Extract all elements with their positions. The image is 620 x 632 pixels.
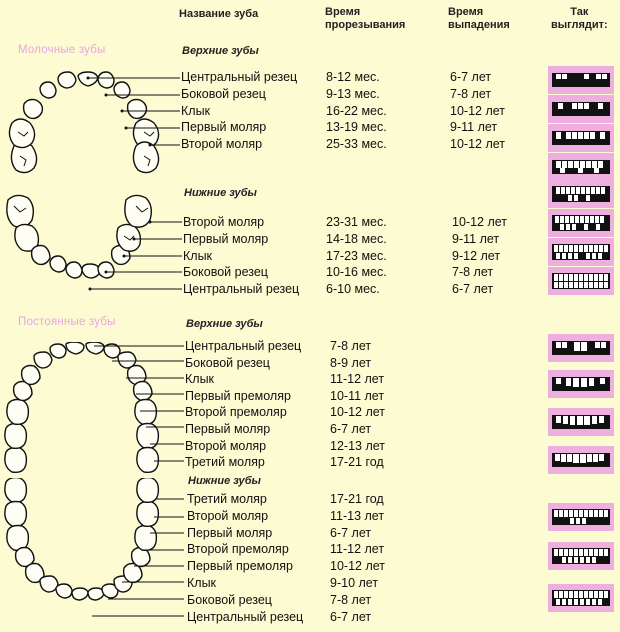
header-tooth-name: Название зуба bbox=[179, 8, 259, 20]
milk-upper-jaw-diagram bbox=[0, 68, 170, 188]
eruption-time: 10-11 лет bbox=[330, 389, 385, 403]
tooth-icon bbox=[50, 344, 66, 358]
eruption-time: 6-7 лет bbox=[330, 526, 372, 540]
tooth-icon bbox=[40, 576, 58, 592]
tooth-icon bbox=[34, 352, 52, 368]
tooth-icon bbox=[5, 478, 27, 502]
tooth-icon bbox=[7, 195, 33, 227]
eruption-time: 7-8 лет bbox=[330, 339, 372, 353]
eruption-time: 9-10 лет bbox=[330, 576, 379, 590]
eruption-time: 11-12 лет bbox=[330, 542, 385, 556]
tooth-icon bbox=[137, 478, 159, 502]
eruption-time: 6-7 лет bbox=[330, 610, 372, 624]
tooth-icon bbox=[24, 100, 43, 119]
tooth-icon bbox=[9, 119, 34, 148]
header-loss bbox=[448, 6, 510, 32]
tooth-icon bbox=[72, 588, 88, 600]
loss-time: 10-12 лет bbox=[452, 215, 507, 229]
header-loss-line1: Время bbox=[448, 6, 484, 18]
tooth-icon bbox=[98, 262, 114, 278]
milk-upper-title: Верхние зубы bbox=[182, 45, 259, 57]
eruption-time: 17-21 год bbox=[330, 492, 384, 506]
loss-time: 7-8 лет bbox=[452, 265, 494, 279]
tooth-name: Третий моляр bbox=[187, 492, 267, 506]
tooth-name: Первый моляр bbox=[183, 232, 269, 246]
header-eruption-line1: Время bbox=[325, 6, 361, 18]
tooth-icon bbox=[7, 400, 29, 425]
milk-teeth-title: Молочные зубы bbox=[18, 44, 106, 56]
header-eruption bbox=[325, 6, 405, 32]
permanent-lower-title: Нижние зубы bbox=[188, 475, 261, 487]
tooth-name: Центральный резец bbox=[185, 339, 302, 353]
mouth-thumb bbox=[548, 370, 614, 398]
milk-lower-jaw-diagram bbox=[0, 188, 170, 298]
tooth-name: Клык bbox=[185, 372, 215, 386]
eruption-time: 25-33 мес. bbox=[326, 137, 387, 151]
mouth-thumb bbox=[548, 209, 614, 237]
tooth-icon bbox=[117, 224, 141, 251]
tooth-name: Второй премоляр bbox=[185, 405, 287, 419]
tooth-icon bbox=[114, 82, 130, 98]
eruption-time: 11-12 лет bbox=[330, 372, 385, 386]
tooth-icon bbox=[66, 342, 84, 354]
tooth-name: Центральный резец bbox=[183, 282, 300, 296]
mouth-thumb bbox=[548, 503, 614, 531]
eruption-time: 10-12 лет bbox=[330, 559, 385, 573]
permanent-upper-title: Верхние зубы bbox=[186, 318, 263, 330]
tooth-name: Первый премоляр bbox=[185, 389, 291, 403]
mouth-thumb bbox=[548, 95, 614, 123]
tooth-name: Центральный резец bbox=[187, 610, 304, 624]
loss-time: 9-11 лет bbox=[450, 120, 498, 134]
tooth-name: Первый моляр bbox=[181, 120, 267, 134]
header-loss-line2: выпадения bbox=[448, 19, 510, 31]
header-eruption-line2: прорезывания bbox=[325, 19, 406, 31]
loss-time: 6-7 лет bbox=[450, 70, 492, 84]
eruption-time: 11-13 лет bbox=[330, 509, 385, 523]
tooth-icon bbox=[86, 342, 104, 354]
mouth-thumb bbox=[548, 446, 614, 474]
mouth-thumb bbox=[548, 267, 614, 295]
tooth-icon bbox=[5, 424, 27, 449]
tooth-name: Третий моляр bbox=[185, 455, 265, 469]
loss-time: 10-12 лет bbox=[450, 137, 505, 151]
eruption-time: 8-12 мес. bbox=[326, 70, 380, 84]
loss-time: 10-12 лет bbox=[450, 104, 505, 118]
eruption-time: 23-31 мес. bbox=[326, 215, 387, 229]
eruption-time: 17-21 год bbox=[330, 455, 384, 469]
tooth-icon bbox=[5, 448, 27, 473]
mouth-thumb bbox=[548, 180, 614, 208]
loss-time: 7-8 лет bbox=[450, 87, 492, 101]
tooth-name: Второй моляр bbox=[181, 137, 263, 151]
permanent-upper-jaw-diagram bbox=[0, 342, 170, 477]
mouth-thumb bbox=[548, 238, 614, 266]
tooth-name: Клык bbox=[181, 104, 211, 118]
tooth-icon bbox=[58, 72, 76, 88]
eruption-time: 10-12 лет bbox=[330, 405, 385, 419]
tooth-name: Первый премоляр bbox=[187, 559, 293, 573]
tooth-name: Второй моляр bbox=[185, 439, 267, 453]
tooth-name: Первый моляр bbox=[187, 526, 273, 540]
tooth-name: Боковой резец bbox=[185, 356, 270, 370]
mouth-thumb bbox=[548, 542, 614, 570]
eruption-time: 14-18 мес. bbox=[326, 232, 387, 246]
header-looks-line1: Так bbox=[570, 6, 589, 18]
tooth-icon bbox=[78, 72, 98, 86]
tooth-name: Боковой резец bbox=[183, 265, 268, 279]
tooth-name: Первый моляр bbox=[185, 422, 271, 436]
eruption-time: 17-23 мес. bbox=[326, 249, 387, 263]
tooth-icon bbox=[82, 264, 100, 278]
eruption-time: 10-16 мес. bbox=[326, 265, 387, 279]
tooth-name: Боковой резец bbox=[181, 87, 266, 101]
tooth-name: Клык bbox=[183, 249, 213, 263]
tooth-icon bbox=[66, 262, 82, 278]
tooth-icon bbox=[137, 448, 159, 473]
eruption-time: 7-8 лет bbox=[330, 593, 372, 607]
eruption-time: 12-13 лет bbox=[330, 439, 385, 453]
eruption-time: 6-10 мес. bbox=[326, 282, 380, 296]
permanent-lower-jaw-diagram bbox=[0, 478, 170, 612]
tooth-icon bbox=[137, 424, 159, 449]
mouth-thumb bbox=[548, 334, 614, 362]
loss-time: 6-7 лет bbox=[452, 282, 494, 296]
tooth-name: Центральный резец bbox=[181, 70, 298, 84]
eruption-time: 9-13 мес. bbox=[326, 87, 380, 101]
tooth-icon bbox=[135, 400, 157, 425]
tooth-icon bbox=[7, 526, 29, 551]
mouth-thumb bbox=[548, 584, 614, 612]
header-looks-line2: выглядит: bbox=[551, 19, 608, 31]
eruption-time: 13-19 мес. bbox=[326, 120, 387, 134]
tooth-icon bbox=[40, 82, 56, 98]
eruption-time: 8-9 лет bbox=[330, 356, 372, 370]
eruption-time: 16-22 мес. bbox=[326, 104, 387, 118]
tooth-icon bbox=[125, 195, 151, 227]
tooth-name: Клык bbox=[187, 576, 217, 590]
permanent-teeth-title: Постоянные зубы bbox=[18, 316, 116, 328]
tooth-icon bbox=[134, 382, 152, 401]
tooth-name: Второй моляр bbox=[183, 215, 265, 229]
milk-lower-title: Нижние зубы bbox=[184, 187, 257, 199]
tooth-icon bbox=[22, 366, 40, 385]
eruption-time: 6-7 лет bbox=[330, 422, 372, 436]
tooth-icon bbox=[56, 584, 72, 598]
loss-time: 9-12 лет bbox=[452, 249, 501, 263]
tooth-icon bbox=[50, 256, 66, 272]
tooth-icon bbox=[98, 72, 114, 88]
mouth-thumb bbox=[548, 66, 614, 94]
mouth-thumb bbox=[548, 124, 614, 152]
header-looks bbox=[551, 6, 608, 32]
tooth-icon bbox=[5, 502, 27, 527]
mouth-thumb bbox=[548, 153, 614, 181]
tooth-name: Второй премоляр bbox=[187, 542, 289, 556]
loss-time: 9-11 лет bbox=[452, 232, 500, 246]
tooth-name: Второй моляр bbox=[187, 509, 269, 523]
tooth-name: Боковой резец bbox=[187, 593, 272, 607]
tooth-icon bbox=[128, 100, 147, 119]
tooth-icon bbox=[137, 502, 159, 527]
tooth-icon bbox=[135, 526, 157, 551]
tooth-icon bbox=[32, 246, 50, 265]
mouth-thumb bbox=[548, 408, 614, 436]
